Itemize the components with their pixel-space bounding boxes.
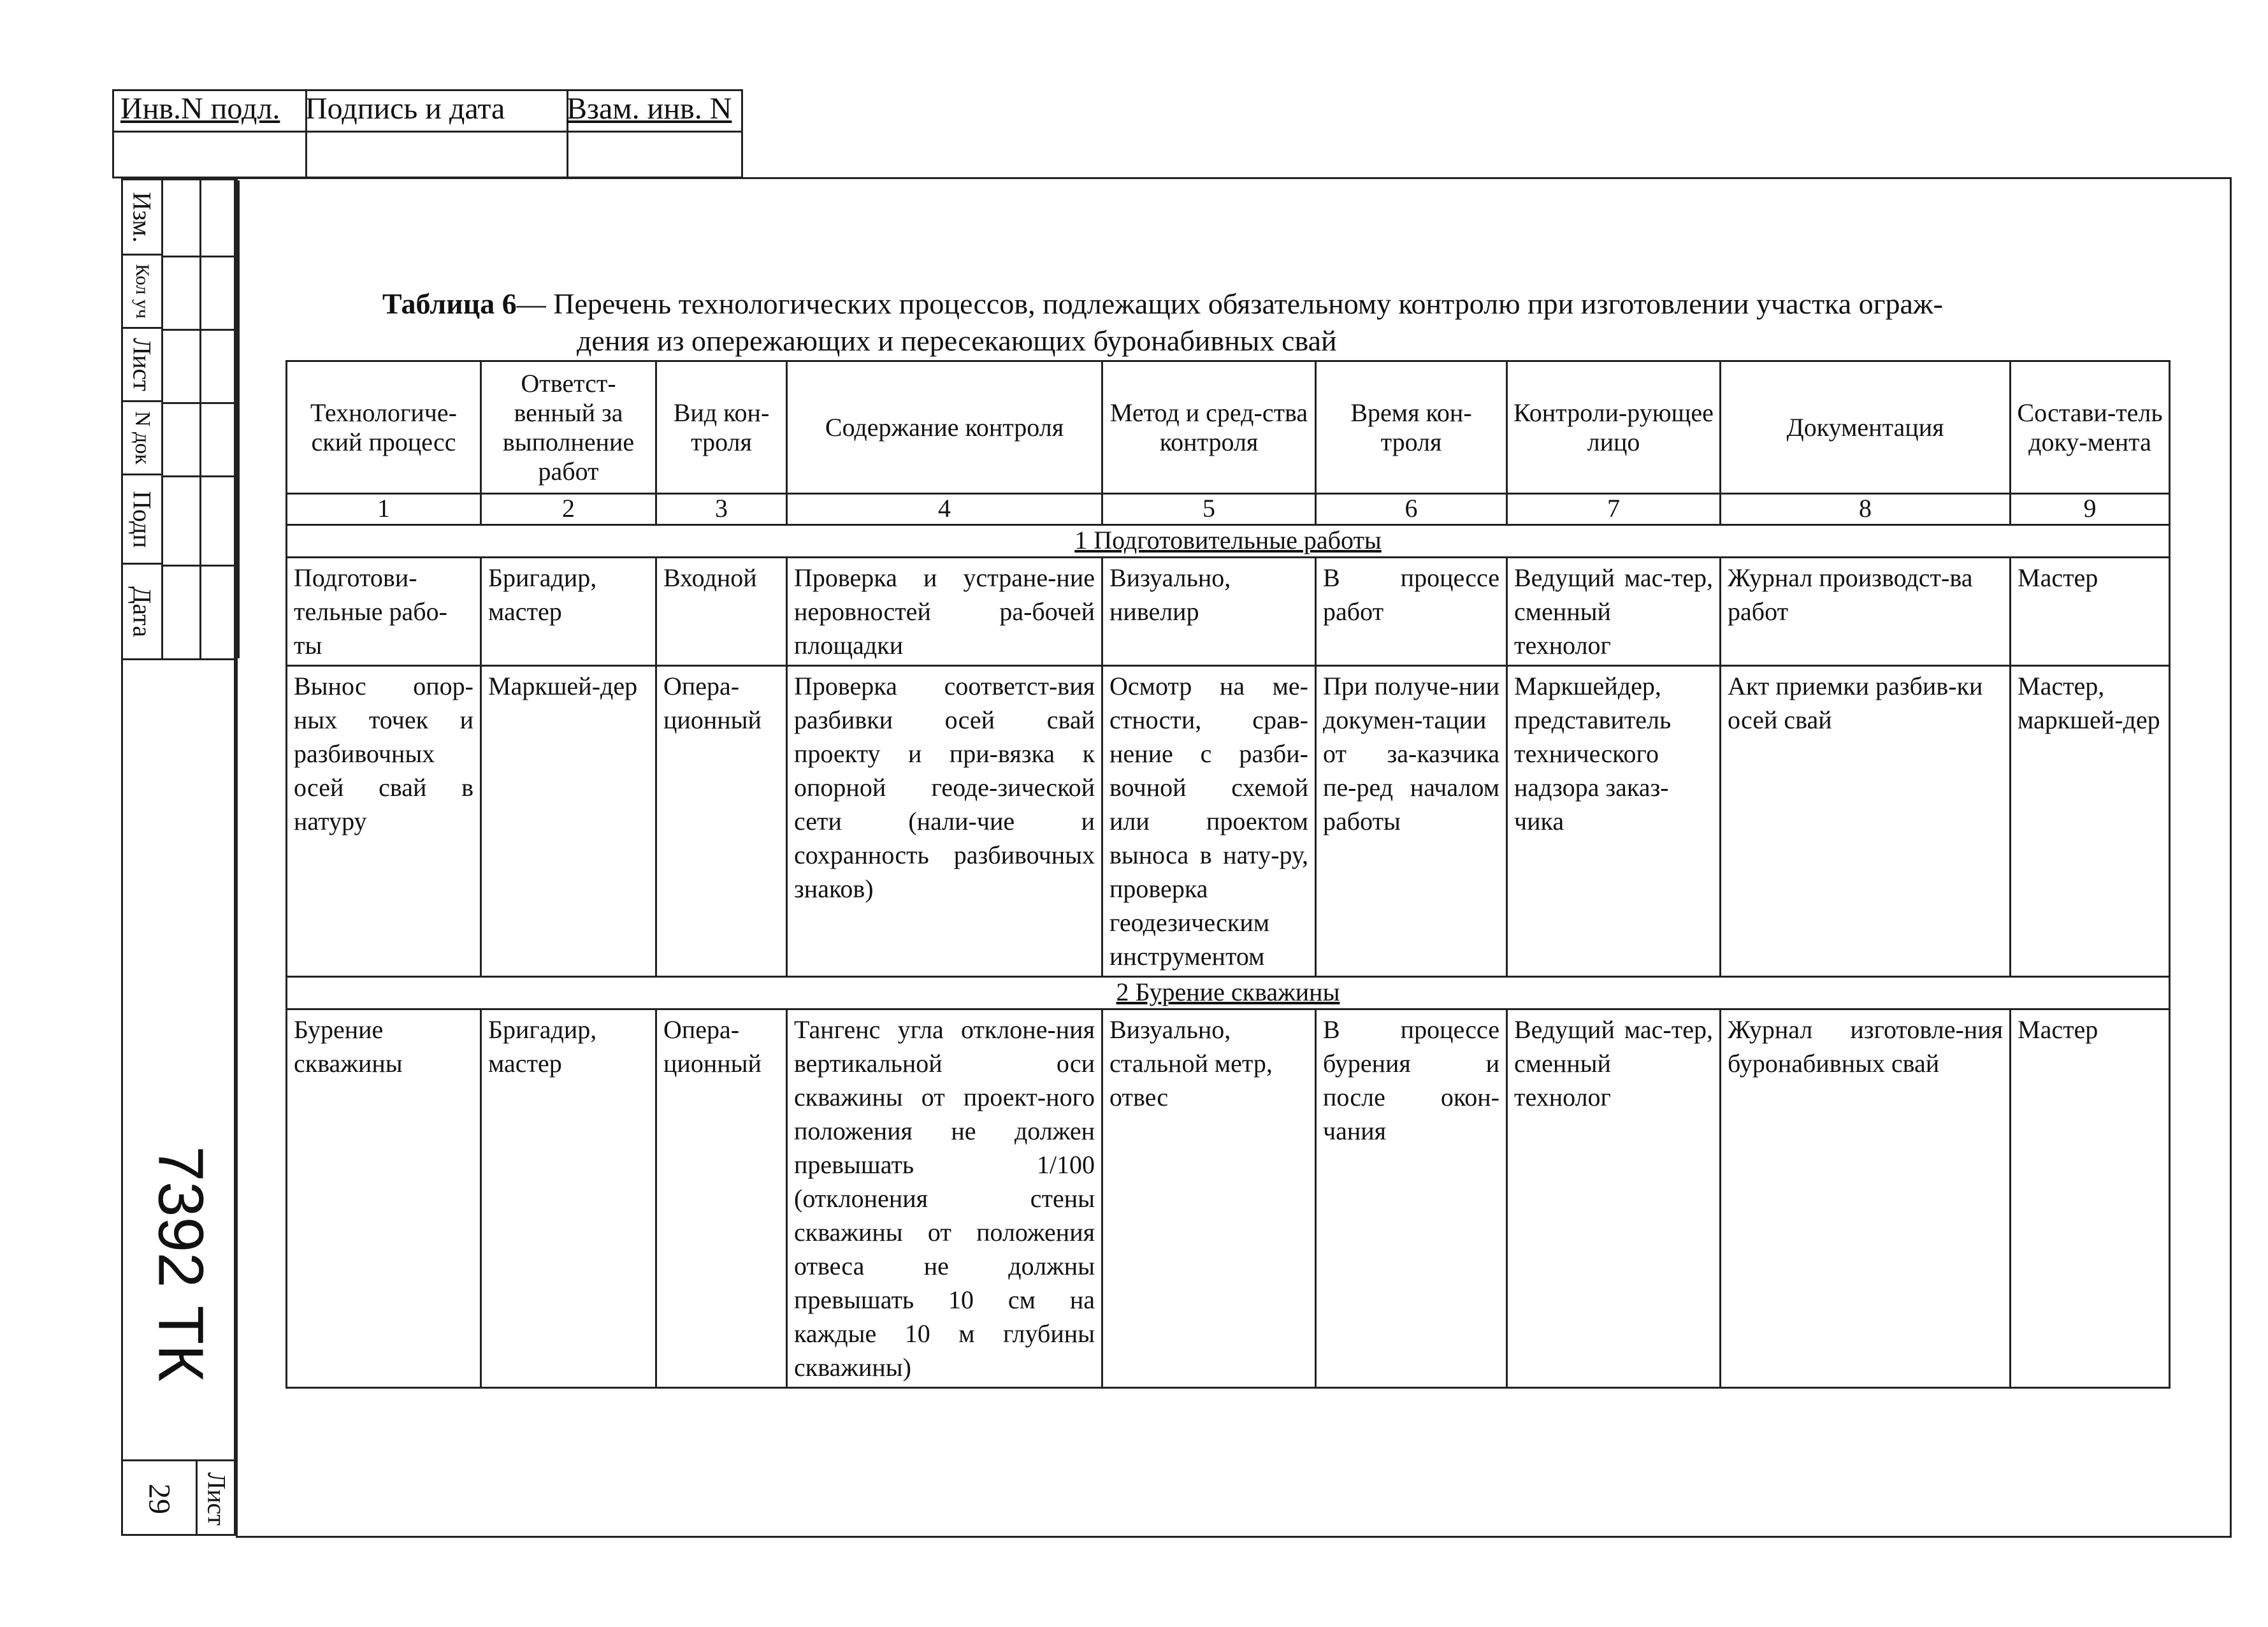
side-divider bbox=[199, 402, 238, 404]
control-table bbox=[285, 360, 2170, 1389]
table-cell: Подготови-тельные рабо-ты bbox=[287, 558, 481, 666]
table-cell: При получе-нии докумен-тации от за-казчика пе-ред началом работы bbox=[1316, 666, 1507, 977]
side-label-podp: Подп bbox=[123, 475, 161, 565]
top-stamp-box bbox=[112, 89, 743, 178]
table-cell: Мастер, маркшей-дер bbox=[2011, 666, 2170, 977]
column-number: 7 bbox=[1507, 494, 1721, 525]
side-label-kol-uch: Кол уч bbox=[123, 256, 161, 329]
section-title-1: 1 Подготовительные работы bbox=[287, 525, 2170, 558]
table-cell: Проверка соответст-вия разбивки осей свай проекту и при-вязка к опорной геоде-зической сети (нали-чие и сохранность разбивочных знаков) bbox=[787, 666, 1102, 977]
left-title-strip bbox=[121, 178, 236, 1536]
table-row bbox=[287, 666, 2170, 977]
column-number-row bbox=[287, 494, 2170, 525]
table-title-number: Таблица 6 bbox=[382, 287, 517, 320]
table-cell: Осмотр на ме-стности, срав-нение с разби-вочной схемой или проектом выноса в нату-ру, проверка геодезическим инструментом bbox=[1102, 666, 1316, 977]
header-cell: Состави-тель доку-мента bbox=[2011, 361, 2170, 494]
side-divider bbox=[161, 329, 199, 331]
side-divider bbox=[161, 565, 199, 567]
side-divider bbox=[199, 329, 238, 331]
stamp-blank-3 bbox=[560, 131, 748, 177]
header-cell: Контроли-рующее лицо bbox=[1507, 361, 1721, 494]
document-code: 7392 ТК bbox=[145, 1146, 217, 1382]
side-label-izm: Изм. bbox=[123, 180, 161, 256]
table-cell: В процессе работ bbox=[1316, 558, 1507, 666]
side-label-column bbox=[123, 180, 163, 658]
table-cell: Бригадир, мастер bbox=[481, 558, 656, 666]
header-cell: Вид кон-троля bbox=[656, 361, 787, 494]
side-divider bbox=[161, 475, 199, 477]
column-number: 5 bbox=[1102, 494, 1316, 525]
table-cell: Маркшейдер, представитель технического надзора заказ-чика bbox=[1507, 666, 1721, 977]
section-row bbox=[287, 977, 2170, 1009]
column-number: 9 bbox=[2011, 494, 2170, 525]
table-title bbox=[382, 286, 2141, 359]
stamp-blank-2 bbox=[299, 131, 568, 177]
side-divider bbox=[199, 475, 238, 477]
table-cell: Журнал изготовле-ния буронабивных свай bbox=[1721, 1009, 2011, 1388]
table-cell: В процессе бурения и после окон-чания bbox=[1316, 1009, 1507, 1388]
table-cell: Входной bbox=[656, 558, 787, 666]
header-cell: Технологиче-ский процесс bbox=[287, 361, 481, 494]
sheet-label: Лист bbox=[196, 1461, 236, 1536]
table-cell: Вынос опор-ных точек и разбивочных осей свай в натуру bbox=[287, 666, 481, 977]
table-cell: Визуально, стальной метр, отвес bbox=[1102, 1009, 1316, 1388]
sheet-number-box bbox=[121, 1459, 236, 1536]
table-cell: Мастер bbox=[2011, 558, 2170, 666]
header-cell: Метод и сред-ства контроля bbox=[1102, 361, 1316, 494]
column-number: 1 bbox=[287, 494, 481, 525]
table-cell: Бригадир, мастер bbox=[481, 1009, 656, 1388]
side-divider bbox=[199, 565, 238, 567]
side-label-list: Лист bbox=[123, 329, 161, 402]
column-number: 8 bbox=[1721, 494, 2011, 525]
side-divider bbox=[199, 256, 238, 257]
column-number: 3 bbox=[656, 494, 787, 525]
side-blank-column-1 bbox=[161, 180, 201, 658]
side-divider bbox=[161, 256, 199, 257]
table-title-text: — Перечень технологических процессов, подлежащих обязательному контролю при изготовлении участка ограж- bbox=[516, 287, 1943, 320]
stamp-header-row bbox=[114, 91, 741, 133]
stamp-blank-row bbox=[114, 131, 741, 177]
stamp-blank-1 bbox=[114, 131, 307, 177]
table-header-row bbox=[287, 361, 2170, 494]
stamp-podpis: Подпись и дата bbox=[299, 91, 568, 131]
section-title-2: 2 Бурение скважины bbox=[287, 977, 2170, 1009]
side-label-data: Дата bbox=[127, 586, 157, 637]
table-cell: Маркшей-дер bbox=[481, 666, 656, 977]
column-number: 2 bbox=[481, 494, 656, 525]
table-cell: Опера-ционный bbox=[656, 666, 787, 977]
table-cell: Проверка и устране-ние неровностей ра-бочей площадки bbox=[787, 558, 1102, 666]
stamp-inv-podl: Инв.N подл. bbox=[114, 91, 307, 131]
table-cell: Ведущий мас-тер, сменный технолог bbox=[1507, 1009, 1721, 1388]
table-cell: Ведущий мас-тер, сменный технолог bbox=[1507, 558, 1721, 666]
table-cell: Визуально, нивелир bbox=[1102, 558, 1316, 666]
column-number: 6 bbox=[1316, 494, 1507, 525]
table-title-line2: дения из опережающих и пересекающих буронабивных свай bbox=[577, 324, 1337, 357]
column-number: 4 bbox=[787, 494, 1102, 525]
header-cell: Время кон-троля bbox=[1316, 361, 1507, 494]
table-cell: Опера-ционный bbox=[656, 1009, 787, 1388]
side-divider bbox=[161, 402, 199, 404]
header-cell: Содержание контроля bbox=[787, 361, 1102, 494]
side-label-n-dok: N док bbox=[123, 402, 161, 475]
table-cell: Тангенс угла отклоне-ния вертикальной оси скважины от проект-ного положения не должен превышать 1/100 (отклонения стены скважины от положения отвеса не должны превышать 10 см на каждые 10 м глубины скважины) bbox=[787, 1009, 1102, 1388]
table-row bbox=[287, 558, 2170, 666]
stamp-vzam: Взам. инв. N bbox=[567, 92, 732, 126]
section-row bbox=[287, 525, 2170, 558]
side-blank-column-2 bbox=[199, 180, 240, 658]
table-cell: Мастер bbox=[2011, 1009, 2170, 1388]
header-cell: Ответст-венный за выполнение работ bbox=[481, 361, 656, 494]
table-cell: Журнал производст-ва работ bbox=[1721, 558, 2011, 666]
table-cell: Бурение скважины bbox=[287, 1009, 481, 1388]
sheet-number: 29 bbox=[142, 1483, 177, 1514]
table-row bbox=[287, 1009, 2170, 1388]
side-strip-divider bbox=[123, 658, 234, 660]
table-cell: Акт приемки разбив-ки осей свай bbox=[1721, 666, 2011, 977]
header-cell: Документация bbox=[1721, 361, 2011, 494]
